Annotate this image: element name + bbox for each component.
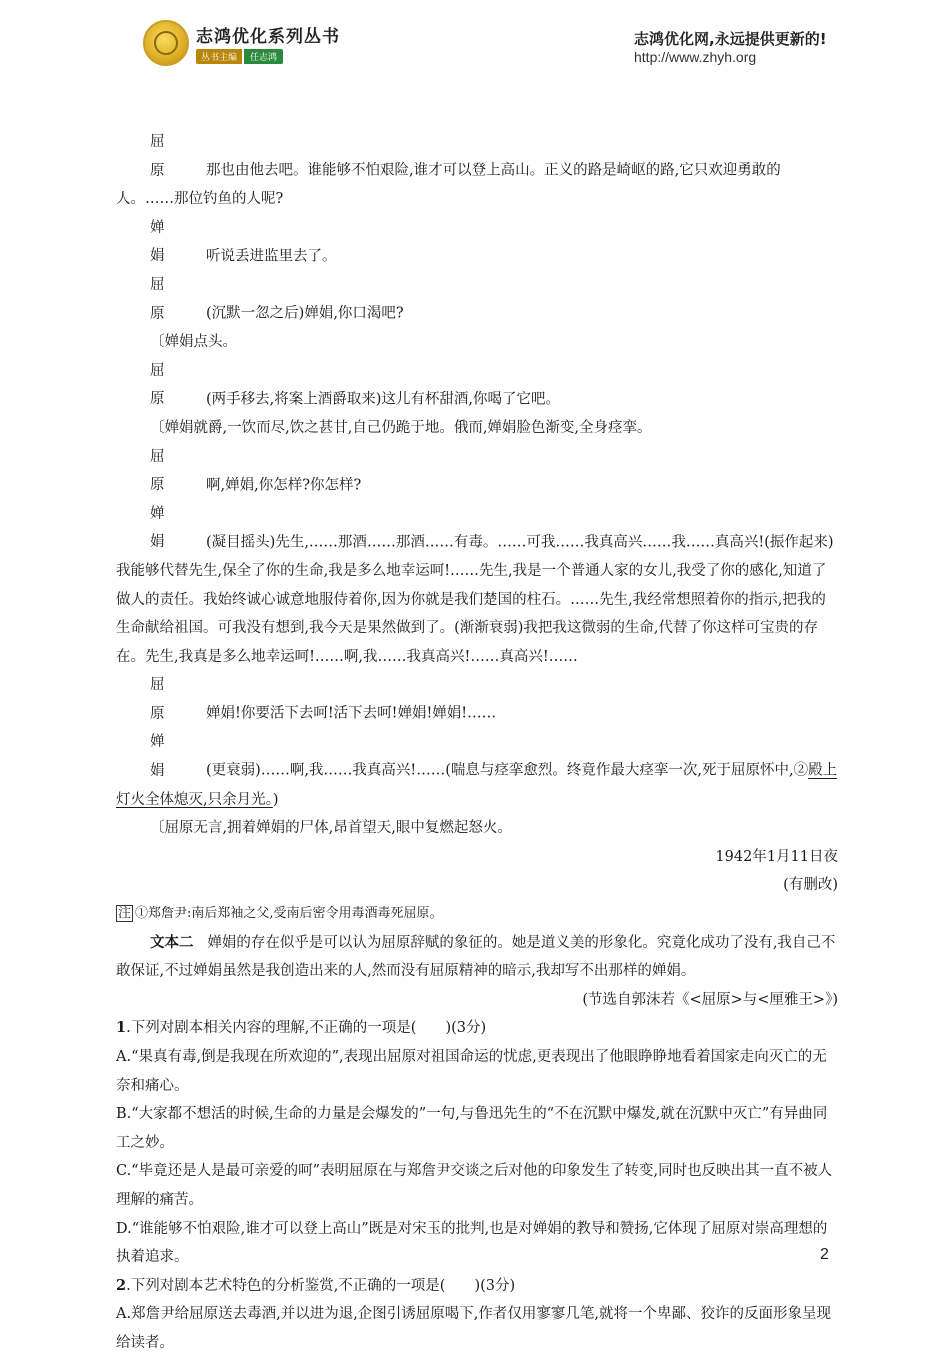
script-line: 婵娟 (凝目摇头)先生,……那酒……那酒……有毒。……可我……我真高兴……我……真高兴!(振作起来)我能够代替先生,保全了你的生命,我是多么地幸运呵!……先生,我是一个普通人家的女儿,我受了你的感化,知道了做人的责任。我始终诚心诚意地服侍着你,因为你就是我们楚国的柱石。……先生,我经常想照着你的指示,把我的生命献给祖国。可我没有想到,我今天是果然做到了。(渐渐衰弱)我把我这微弱的生命,代替了你这样可宝贵的存在。先生,我真是多么地幸运呵!……啊,我……我真高兴!……真高兴!…… — [116, 505, 834, 665]
script-line: 屈原 那也由他去吧。谁能够不怕艰险,谁才可以登上高山。正义的路是崎岖的路,它只欢迎勇敢的人。……那位钓鱼的人呢? — [116, 134, 781, 208]
script-line: 屈原 (沉默一忽之后)婵娟,你口渴吧? — [150, 276, 404, 322]
option-1d: D.“谁能够不怕艰险,谁才可以登上高山”既是对宋玉的批判,也是对婵娟的教导和赞扬,它体现了屈原对崇高理想的执着追求。 — [116, 1220, 828, 1266]
question-1: 1.下列对剧本相关内容的理解,不正确的一项是( )(3分) — [116, 1019, 487, 1037]
footnote-label: 注 — [118, 906, 132, 922]
script-line: 屈原 (两手移去,将案上酒爵取来)这儿有杯甜酒,你喝了它吧。 — [150, 362, 561, 408]
script-line: 婵娟 听说丢进监里去了。 — [150, 219, 337, 265]
date-line: 1942年1月11日夜 — [715, 848, 838, 865]
text-two-source: (节选自郭沫若《<屈原>与<厘雅王>》) — [582, 991, 838, 1008]
edited-note: (有删改) — [783, 877, 838, 894]
series-title: 志鸿优化系列丛书 — [196, 27, 340, 47]
text-two: 文本二 婵娟的存在似乎是可以认为屈原辞赋的象征的。她是道义美的形象化。究竟化成功了没有,我自己不敢保证,不过婵娟虽然是我创造出来的人,然而没有屈原精神的暗示,我却写不出那样的婵娟。 — [116, 933, 836, 980]
editor-label: 丛书主编 — [196, 49, 242, 64]
script-line: 屈原 啊,婵娟,你怎样?你怎样? — [150, 448, 362, 494]
editor-badge — [196, 49, 283, 63]
stage-direction: 〔婵娟就爵,一饮而尽,饮之甚甘,自己仍跪于地。俄而,婵娟脸色渐变,全身痉挛。 — [150, 419, 652, 436]
header-url[interactable]: http://www.zhyh.org — [634, 49, 757, 65]
document-body — [116, 128, 838, 1358]
editor-name: 任志鸿 — [244, 49, 283, 64]
option-1a: A.“果真有毒,倒是我现在所欢迎的”,表现出屈原对祖国命运的忧虑,更表现出了他眼睁睁地看着国家走向灭亡的无奈和痛心。 — [116, 1049, 827, 1094]
page-header — [0, 0, 950, 78]
page-number: 2 — [820, 1246, 829, 1263]
text-two-label: 文本二 — [150, 933, 194, 951]
script-line: 屈原 婵娟!你要活下去呵!活下去呵!婵娟!婵娟!…… — [150, 677, 497, 722]
series-logo-icon — [143, 20, 189, 66]
stage-direction: 〔屈原无言,拥着婵娟的尸体,昂首望天,眼中复燃起怒火。 — [150, 820, 512, 837]
header-slogan: 志鸿优化网,永远提供更新的! — [634, 30, 827, 48]
stage-direction: 〔婵娟点头。 — [150, 334, 237, 351]
option-1c: C.“毕竟还是人是最可亲爱的呵”表明屈原在与郑詹尹交谈之后对他的印象发生了转变,同时也反映出其一直不被人理解的痛苦。 — [116, 1163, 833, 1208]
underlined-text: 殿上灯火全体熄灭,只余月光。 — [116, 763, 838, 808]
footnote: 注 ①郑詹尹:南后郑袖之父,受南后密令用毒酒毒死屈原。 — [118, 906, 443, 922]
option-1b: B.“大家都不想活的时候,生命的力量是会爆发的”一句,与鲁迅先生的“不在沉默中爆发,就在沉默中灭亡”有异曲同工之妙。 — [116, 1106, 828, 1151]
script-line-last: 婵娟 (更衰弱)……啊,我……我真高兴!……(喘息与痉挛愈烈。终竟作最大痉挛一次,死于屈原怀中,②殿上灯火全体熄灭,只余月光。) — [116, 734, 838, 808]
question-2: 2.下列对剧本艺术特色的分析鉴赏,不正确的一项是( )(3分) — [116, 1276, 516, 1294]
option-2a: A.郑詹尹给屈原送去毒酒,并以进为退,企图引诱屈原喝下,作者仅用寥寥几笔,就将一个卑鄙、狡诈的反面形象呈现给读者。 — [116, 1306, 832, 1351]
